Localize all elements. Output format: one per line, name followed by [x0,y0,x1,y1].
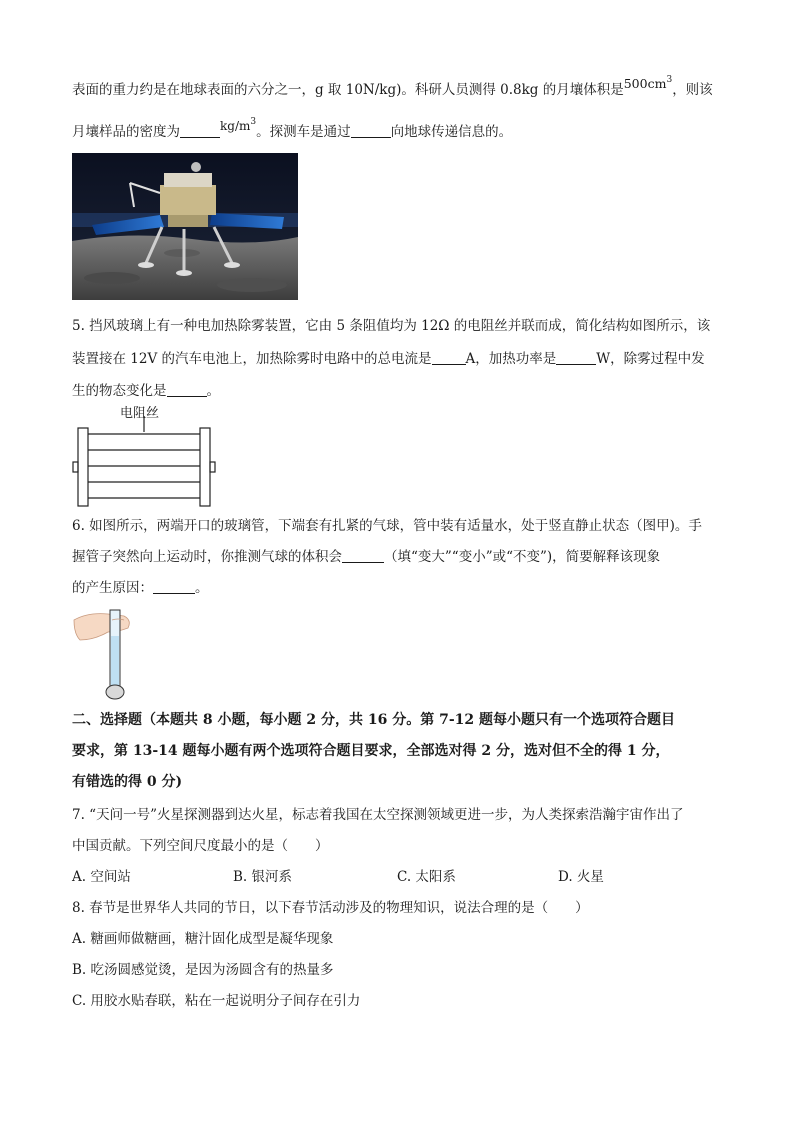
q8-line-1: 8. 春节是世界华人共同的节日，以下春节活动涉及的物理知识，说法合理的是（ ） [72,900,589,916]
q4-volume: $500cm^3$ [623,75,673,91]
q5-line-2: 装置接在 12V 的汽车电池上，加热除雾时电路中的总电流是 A，加热功率是 W，除雾过程中发 [72,351,705,367]
q7-line-1: 7. “天问一号”火星探测器到达火星，标志着我国在太空探测领域更进一步，为人类探索浩瀚宇宙作出了 [72,807,684,823]
tube-balloon-figure [72,606,142,702]
q5-line-3: 生的物态变化是 。 [72,383,220,399]
q8-option-a[interactable]: A. 糖画师做糖画，糖汁固化成型是凝华现象 [72,931,334,947]
section2-heading-line-3: 有错选的得 0 分) [72,774,183,790]
q4-density-unit: $kg/m^3$ [220,117,257,133]
q4-text-2: 月壤样品的密度为 [72,124,180,140]
q7-option-b[interactable]: B. 银河系 [233,869,293,885]
q5-blank-state-change[interactable] [167,382,207,397]
q5-line-1: 5. 挡风玻璃上有一种电加热除雾装置，它由 5 条阻值均为 12Ω 的电阻丝并联而成，简化结构如图所示，该 [72,318,711,334]
q4-text-1: 表面的重力约是在地球表面的六分之一，g 取 10N/kg)。科研人员测得 0.8kg 的月壤体积是 [72,82,624,98]
q6-line-3: 的产生原因： 。 [72,580,209,596]
q6-blank-reason[interactable] [153,579,195,594]
q7-option-c[interactable]: C. 太阳系 [397,869,456,885]
q7-line-2: 中国贡献。下列空间尺度最小的是（ ） [72,838,329,854]
q8-option-c[interactable]: C. 用胶水贴春联，粘在一起说明分子间存在引力 [72,993,361,1009]
section2-heading-line-1: 二、选择题（本题共 8 小题，每小题 2 分，共 16 分。第 7-12 题每小题只有一个选项符合题目 [72,712,675,728]
q5-blank-power[interactable] [556,350,596,365]
q4-text-2-end: 向地球传递信息的。 [390,124,513,140]
q7-option-d[interactable]: D. 火星 [558,869,604,885]
q4-text-2-mid: 。探测车是通过 [256,124,351,140]
resistor-wire-label: 电阻丝 [120,406,160,421]
q5-blank-current[interactable] [432,350,466,365]
q4-blank-signal[interactable] [351,123,391,138]
q4-text-1-end: ，则该 [672,82,713,98]
q6-blank-volume[interactable] [342,548,384,563]
q8-option-b[interactable]: B. 吃汤圆感觉烫，是因为汤圆含有的热量多 [72,962,334,978]
q4-blank-density[interactable] [180,123,220,138]
q7-option-a[interactable]: A. 空间站 [72,869,131,885]
q6-line-2: 握管子突然向上运动时，你推测气球的体积会 （填“变大”“变小”或“不变”)，简要解释该现象 [72,549,661,565]
q4-line-1 [72,76,713,100]
q6-line-1: 6. 如图所示，两端开口的玻璃管，下端套有扎紧的气球，管中装有适量水，处于竖直静止状态（图甲)。手 [72,518,702,534]
resistor-wire-figure [72,402,220,510]
q4-line-2 [72,118,512,142]
section2-heading-line-2: 要求，第 13-14 题每小题有两个选项符合题目要求，全部选对得 2 分，选对但不全的得 1 分， [72,743,670,759]
lunar-lander-photo [72,153,298,300]
